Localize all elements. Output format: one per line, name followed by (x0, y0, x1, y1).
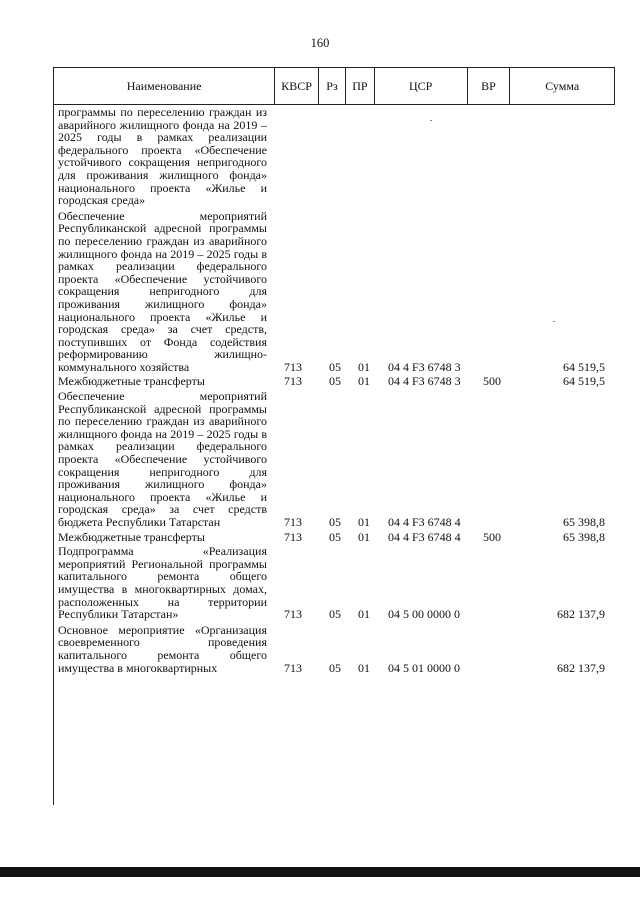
row-csr: 04 5 01 0000 0 (388, 660, 460, 675)
row-sum: 65 398,8 (563, 529, 605, 544)
row-kvsr: 713 (284, 529, 302, 544)
row-csr: 04 5 00 0000 0 (388, 607, 460, 622)
row-rz: 05 (329, 359, 341, 374)
scan-speck (553, 321, 555, 322)
row-rz: 05 (329, 529, 341, 544)
row-vr: 500 (483, 529, 501, 544)
table-row (58, 210, 618, 374)
row-csr: 04 4 F3 6748 3 (388, 374, 461, 389)
table-row (58, 531, 618, 544)
row-name: Межбюджетные трансферты (58, 374, 205, 389)
row-name: Межбюджетные трансферты (58, 529, 205, 544)
row-rz: 05 (329, 515, 341, 529)
row-rz: 05 (329, 660, 341, 675)
scan-speck (430, 120, 432, 121)
row-sum: 64 519,5 (563, 374, 605, 389)
row-rz: 05 (329, 607, 341, 622)
scan-bottom-edge (0, 867, 640, 877)
row-pr: 01 (358, 374, 370, 389)
row-name: Основное мероприятие «Организация своевременного проведения капитального ремонта общего имущества в многоквартирных (58, 622, 267, 675)
row-sum: 65 398,8 (563, 515, 605, 529)
header-rz: Рз (319, 68, 346, 104)
header-vr: ВР (468, 68, 511, 104)
row-csr: 04 4 F3 6748 4 (388, 529, 461, 544)
row-vr: 500 (483, 374, 501, 389)
row-kvsr: 713 (284, 607, 302, 622)
row-name: Обеспечение мероприятий Республиканской адресной программы по переселению граждан из аварийного жилищного фонда на 2019 – 2025 годы в рамках реализации федерального проекта «Обеспечение устойчивого сокращения непригодного для проживания жилищного фонда» национального проекта «Жилье и городская среда» за счет средств бюджета Республики Татарстан (58, 389, 267, 529)
row-csr: 04 4 F3 6748 4 (388, 515, 461, 529)
row-name: Обеспечение мероприятий Республиканской адресной программы по переселению граждан из аварийного жилищного фонда на 2019 – 2025 годы в рамках реализации федерального проекта «Обеспечение устойчивого сокращения непригодного для проживания жилищного фонда» национального проекта «Жилье и городская среда» за счет средств, поступивших от Фонда содействия реформированию жилищно-коммунального хозяйства (58, 208, 267, 374)
table-body (58, 106, 618, 674)
table-row (58, 375, 618, 388)
row-pr: 01 (358, 359, 370, 374)
header-kvsr: КВСР (275, 68, 319, 104)
table-row (58, 106, 618, 207)
header-csr: ЦСР (375, 68, 468, 104)
row-pr: 01 (358, 529, 370, 544)
table-row (58, 545, 618, 621)
table-row (58, 390, 618, 529)
header-pr: ПР (346, 68, 375, 104)
row-sum: 64 519,5 (563, 359, 605, 374)
row-kvsr: 713 (284, 359, 302, 374)
row-name: Подпрограмма «Реализация мероприятий Региональной программы капитального ремонта общего имущества в многоквартирных домах, расположенных на территории Республики Татарстан» (58, 544, 267, 622)
row-sum: 682 137,9 (557, 660, 605, 675)
header-sum: Сумма (545, 78, 580, 93)
row-rz: 05 (329, 374, 341, 389)
row-pr: 01 (358, 607, 370, 622)
row-csr: 04 4 F3 6748 3 (388, 359, 461, 374)
row-name: программы по переселению граждан из аварийного жилищного фонда на 2019 – 2025 годы в рамках реализации федерального проекта «Обеспечение устойчивого сокращения непригодного для проживания жилищного фонда» национального проекта «Жилье и городская среда» (58, 105, 267, 208)
row-pr: 01 (358, 515, 370, 529)
table-header (53, 67, 615, 105)
table-row (58, 624, 618, 674)
row-kvsr: 713 (284, 374, 302, 389)
row-pr: 01 (358, 660, 370, 675)
row-kvsr: 713 (284, 660, 302, 675)
row-sum: 682 137,9 (557, 607, 605, 622)
page-number: 160 (310, 36, 330, 50)
row-kvsr: 713 (284, 515, 302, 529)
table-left-border (53, 105, 54, 805)
header-name: Наименование (54, 68, 275, 104)
